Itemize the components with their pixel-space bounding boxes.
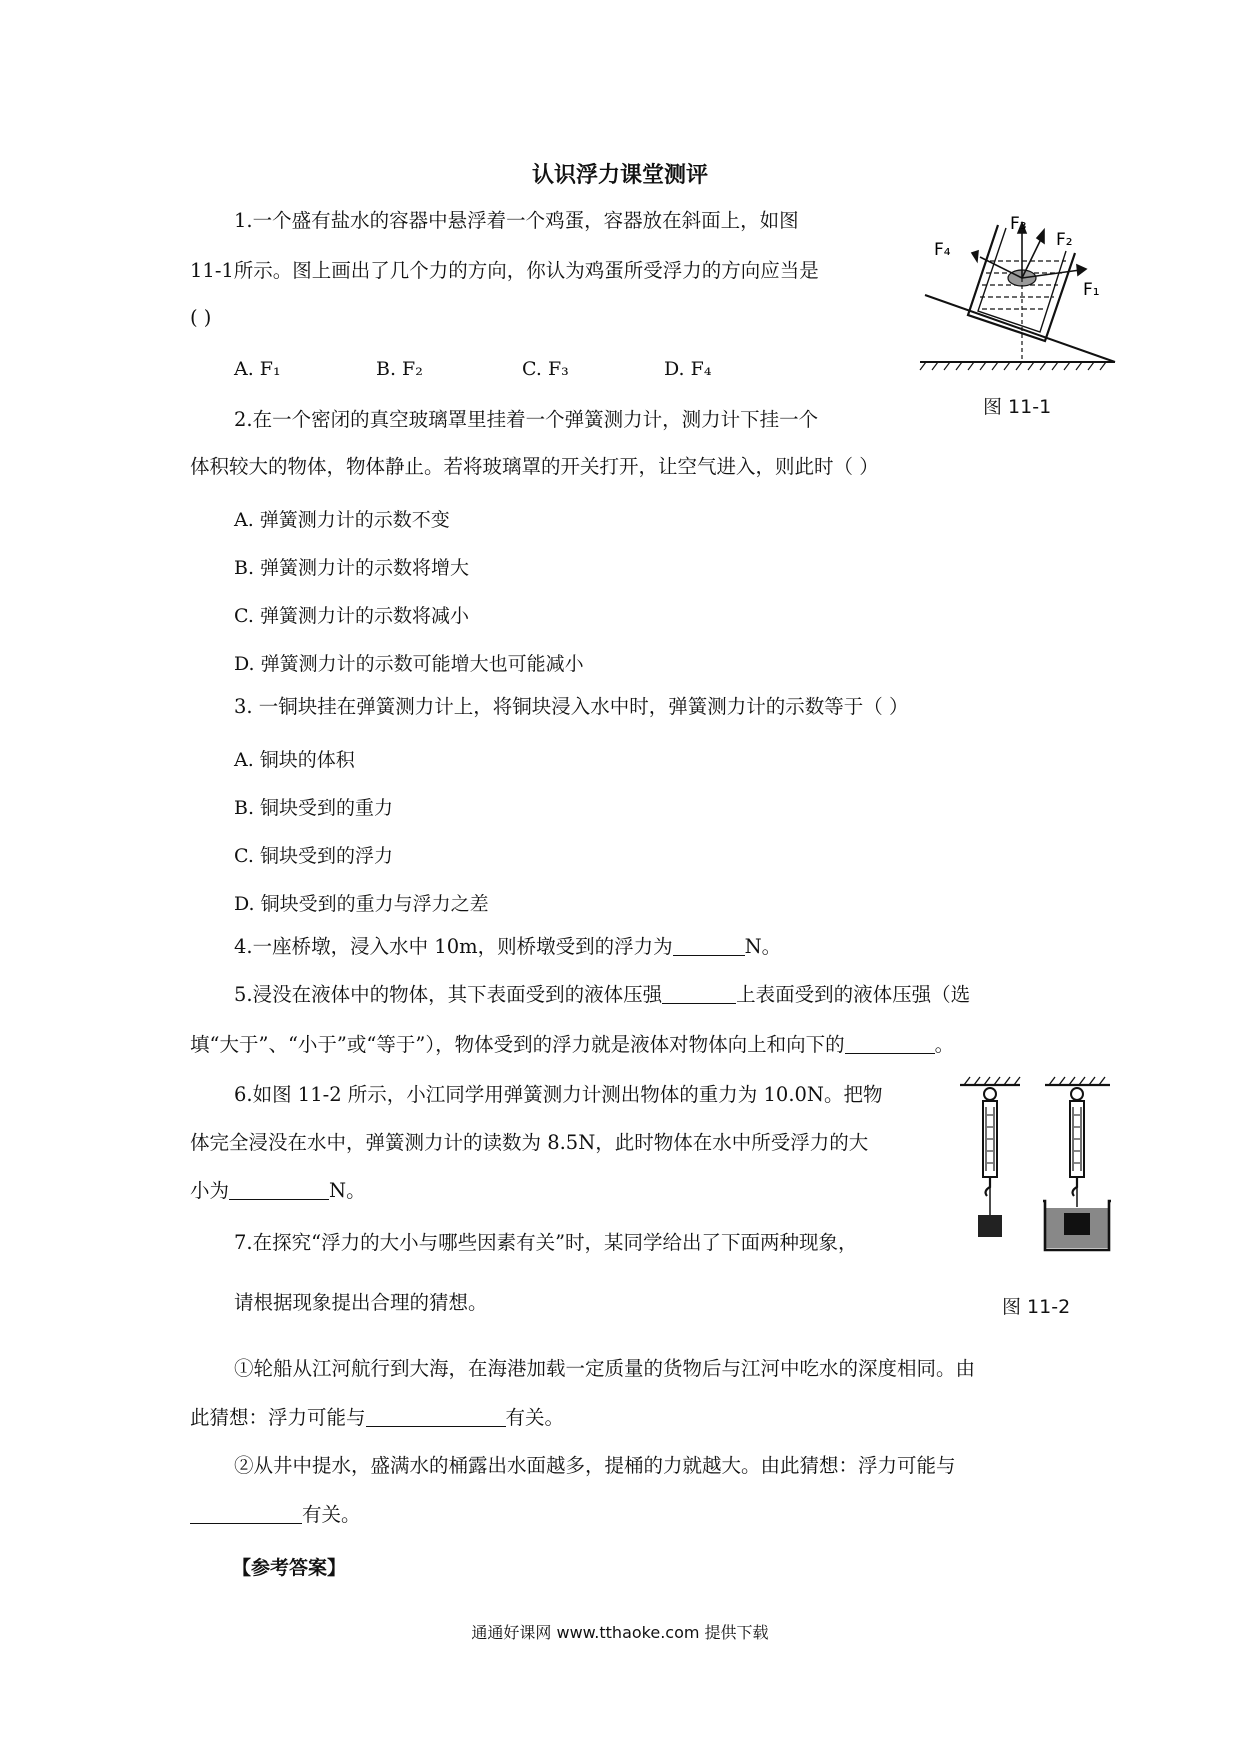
q2-option-b: B. 弹簧测力计的示数将增大 [234, 557, 470, 579]
q1-line2: 11-1所示。图上画出了几个力的方向，你认为鸡蛋所受浮力的方向应当是 [190, 259, 819, 282]
q1-line1: 1.一个盛有盐水的容器中悬浮着一个鸡蛋，容器放在斜面上，如图 [234, 209, 799, 232]
q3-option-b: B. 铜块受到的重力 [234, 797, 394, 819]
q7-s1-line2 [190, 1408, 564, 1428]
q5-line2 [190, 1035, 954, 1055]
q3-line1: 3. 一铜块挂在弹簧测力计上，将铜块浸入水中时，弹簧测力计的示数等于（ ） [234, 695, 909, 718]
q5-blank-1[interactable] [662, 985, 736, 1004]
q7-s1-line1: ①轮船从江河航行到大海，在海港加载一定质量的货物后与江河中吃水的深度相同。由 [234, 1357, 976, 1380]
q5-blank-2[interactable] [845, 1035, 935, 1054]
q7-s2-after: 有关。 [302, 1503, 361, 1526]
fig2-caption: 图 11-2 [1002, 1296, 1071, 1318]
figure-11-1 [920, 215, 1125, 375]
fig1-label-f4: F₄ [934, 240, 951, 260]
q6-blank[interactable] [229, 1181, 329, 1200]
q1-option-d: D. F₄ [664, 358, 712, 380]
q7-s1-text: 此猜想：浮力可能与 [190, 1406, 366, 1429]
q5-text3: 填“大于”、“小于”或“等于”），物体受到的浮力就是液体对物体向上和向下的 [190, 1033, 845, 1056]
q2-line1: 2.在一个密闭的真空玻璃罩里挂着一个弹簧测力计，测力计下挂一个 [234, 408, 819, 431]
q7-blank-1[interactable] [366, 1408, 506, 1427]
q1-option-b: B. F₂ [376, 358, 423, 380]
q4-blank[interactable] [673, 937, 745, 956]
q2-option-a: A. 弹簧测力计的示数不变 [234, 509, 450, 531]
fig1-label-f2: F₂ [1056, 230, 1073, 250]
q7-line1: 7.在探究“浮力的大小与哪些因素有关”时，某同学给出了下面两种现象， [234, 1231, 858, 1254]
q7-blank-2[interactable] [190, 1505, 302, 1524]
q3-option-a: A. 铜块的体积 [234, 749, 355, 771]
answer-heading: 【参考答案】 [232, 1557, 347, 1579]
q6-line3 [190, 1181, 366, 1201]
q6-line1: 6.如图 11-2 所示，小江同学用弹簧测力计测出物体的重力为 10.0N。把物 [234, 1083, 883, 1106]
fig1-label-f3: F₃ [1010, 214, 1027, 234]
q7-s2-line2 [190, 1505, 361, 1525]
fig1-caption: 图 11-1 [983, 396, 1052, 418]
q7-s1-after: 有关。 [505, 1406, 565, 1429]
q1-option-c: C. F₃ [522, 358, 569, 380]
q7-line2: 请根据现象提出合理的猜想。 [234, 1291, 488, 1314]
q1-line3: ( ) [190, 306, 212, 329]
footer-source: 通通好课网 www.tthaoke.com 提供下载 [471, 1623, 769, 1642]
q6-unit: N。 [329, 1179, 366, 1202]
q5-line1 [234, 985, 970, 1005]
q5-text2: 上表面受到的液体压强（选 [736, 983, 971, 1006]
q4-line [234, 937, 781, 957]
q2-option-d: D. 弹簧测力计的示数可能增大也可能减小 [234, 653, 584, 675]
q1-option-a: A. F₁ [234, 358, 281, 380]
figure-11-2 [950, 1075, 1120, 1275]
q2-option-c: C. 弹簧测力计的示数将减小 [234, 605, 469, 627]
q2-line2: 体积较大的物体，物体静止。若将玻璃罩的开关打开，让空气进入，则此时（ ） [190, 455, 879, 478]
q4-unit: N。 [744, 935, 782, 958]
q3-option-c: C. 铜块受到的浮力 [234, 845, 393, 867]
q6-line2: 体完全浸没在水中，弹簧测力计的读数为 8.5N，此时物体在水中所受浮力的大 [190, 1131, 869, 1154]
q5-text1: 5.浸没在液体中的物体，其下表面受到的液体压强 [234, 983, 663, 1006]
q6-text: 小为 [190, 1179, 230, 1202]
page-title: 认识浮力课堂测评 [531, 163, 708, 188]
fig1-label-f1: F₁ [1083, 280, 1100, 300]
q5-text4: 。 [934, 1033, 955, 1056]
q4-text: 4.一座桥墩，浸入水中 10m，则桥墩受到的浮力为 [234, 935, 673, 958]
q7-s2-line1: ②从井中提水，盛满水的桶露出水面越多，提桶的力就越大。由此猜想：浮力可能与 [234, 1454, 956, 1477]
q3-option-d: D. 铜块受到的重力与浮力之差 [234, 893, 489, 915]
